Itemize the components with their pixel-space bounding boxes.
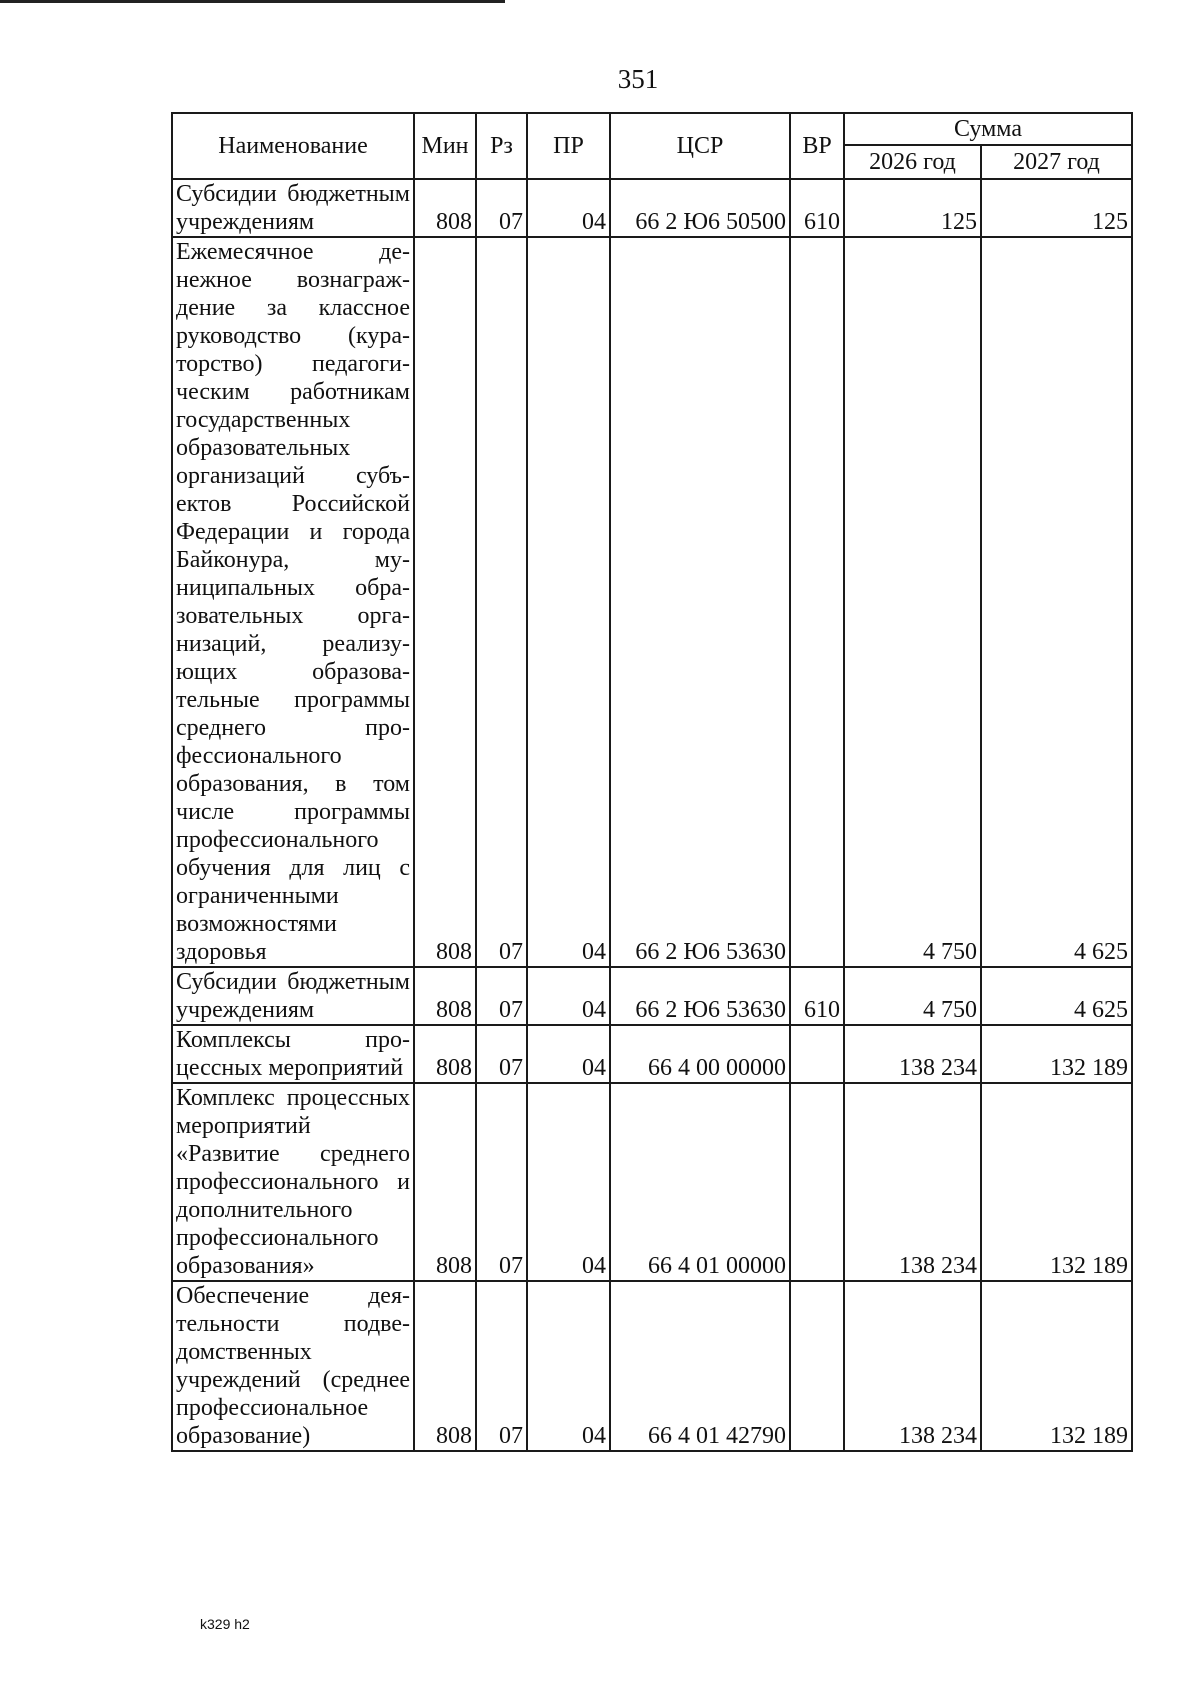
table-row [172,237,1132,967]
row-sum-2027-cell: 4 625 [981,237,1132,967]
row-sum-2026-cell: 125 [844,179,981,237]
row-name-cell: Ежемесячное денежное вознаграждение за классное руководство (кураторство) педагогическим работникам государственных образовательных организаций субъектов Российской Федерации и города Байконура, муниципальных образовательных организаций, реализующих образовательные программы среднего профессионального образования, в том числе программы профессионального обучения для лиц с ограниченными возможностями здоровья [172,237,414,967]
row-vr-cell [790,1025,844,1083]
row-sum-2027-cell: 132 189 [981,1281,1132,1451]
row-sum-2027-cell: 132 189 [981,1083,1132,1281]
row-name-cell: Субсидии бюджетным учреждениям [172,967,414,1025]
row-vr-cell [790,237,844,967]
row-name-cell: Обеспечение деятельности подведомственных учреждений (среднее профессиональное образование) [172,1281,414,1451]
row-sum-2026-cell: 138 234 [844,1281,981,1451]
row-csr-cell: 66 2 Ю6 50500 [610,179,790,237]
row-rz-cell: 07 [476,967,527,1025]
row-min-cell: 808 [414,237,476,967]
row-pr-cell: 04 [527,237,610,967]
row-rz-cell: 07 [476,1083,527,1281]
row-sum-2026-cell: 138 234 [844,1025,981,1083]
row-pr-cell: 04 [527,1281,610,1451]
row-csr-cell: 66 4 01 00000 [610,1083,790,1281]
table-body [172,179,1132,1451]
footer-code: k329 h2 [200,1616,250,1632]
row-rz-cell: 07 [476,1281,527,1451]
row-vr-cell [790,1083,844,1281]
row-csr-cell: 66 2 Ю6 53630 [610,967,790,1025]
table-row [172,179,1132,237]
header-rz: Рз [476,113,527,179]
row-csr-cell: 66 4 01 42790 [610,1281,790,1451]
table-row [172,1083,1132,1281]
row-rz-cell: 07 [476,237,527,967]
row-min-cell: 808 [414,179,476,237]
row-rz-cell: 07 [476,1025,527,1083]
row-sum-2026-cell: 4 750 [844,237,981,967]
row-sum-2027-cell: 132 189 [981,1025,1132,1083]
row-pr-cell: 04 [527,967,610,1025]
header-vr: ВР [790,113,844,179]
row-name-cell: Субсидии бюджетным учреждениям [172,179,414,237]
header-min: Мин [414,113,476,179]
row-sum-2026-cell: 138 234 [844,1083,981,1281]
table-header-row [172,113,1132,145]
row-sum-2026-cell: 4 750 [844,967,981,1025]
row-pr-cell: 04 [527,179,610,237]
row-csr-cell: 66 4 00 00000 [610,1025,790,1083]
table-row [172,1025,1132,1083]
row-min-cell: 808 [414,967,476,1025]
header-name: Наименование [172,113,414,179]
header-pr: ПР [527,113,610,179]
row-pr-cell: 04 [527,1083,610,1281]
row-vr-cell [790,1281,844,1451]
row-vr-cell: 610 [790,179,844,237]
scan-edge-line [0,0,505,3]
row-sum-2027-cell: 125 [981,179,1132,237]
header-year-2026: 2026 год [844,145,981,179]
row-name-cell: Комплексы процессных мероприятий [172,1025,414,1083]
row-min-cell: 808 [414,1083,476,1281]
row-pr-cell: 04 [527,1025,610,1083]
header-sum: Сумма [844,113,1132,145]
row-vr-cell: 610 [790,967,844,1025]
header-year-2027: 2027 год [981,145,1132,179]
header-csr: ЦСР [610,113,790,179]
table-row [172,967,1132,1025]
row-name-cell: Комплекс процессных мероприятий «Развитие среднего профессионального и дополнительного профессионального образования» [172,1083,414,1281]
row-csr-cell: 66 2 Ю6 53630 [610,237,790,967]
row-min-cell: 808 [414,1025,476,1083]
row-min-cell: 808 [414,1281,476,1451]
table-row [172,1281,1132,1451]
row-sum-2027-cell: 4 625 [981,967,1132,1025]
budget-table [171,112,1133,1452]
page-number: 351 [617,64,659,94]
row-rz-cell: 07 [476,179,527,237]
